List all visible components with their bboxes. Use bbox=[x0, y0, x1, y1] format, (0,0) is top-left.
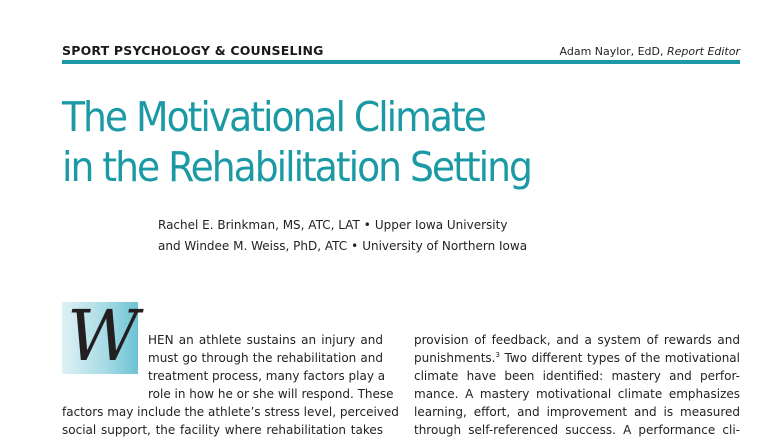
editor-role: Report Editor bbox=[666, 45, 740, 58]
author-affiliation: Upper Iowa University bbox=[374, 218, 508, 232]
article-title bbox=[62, 92, 531, 192]
title-line-2: in the Rehabilitation Setting bbox=[62, 143, 531, 191]
editor-name: Adam Naylor, EdD, bbox=[559, 45, 664, 58]
text-line: role in how he or she will respond. These bbox=[148, 387, 394, 401]
text-line: must go through the rehabilitation and bbox=[148, 351, 383, 365]
report-editor bbox=[560, 45, 740, 58]
bullet-icon: • bbox=[363, 218, 371, 232]
author-name: and Windee M. Weiss, PhD, ATC bbox=[158, 239, 348, 253]
text-line: climate have been identified: mastery and perfor- bbox=[414, 369, 740, 383]
author-name: Rachel E. Brinkman, MS, ATC, LAT bbox=[158, 218, 360, 232]
drop-cap-box bbox=[62, 295, 139, 377]
drop-cap-letter: W bbox=[67, 295, 139, 377]
text-line: HEN an athlete sustains an injury and bbox=[148, 333, 383, 347]
bullet-icon: • bbox=[351, 239, 359, 253]
text-line: provision of feedback, and a system of rewards and bbox=[414, 333, 740, 347]
author-line-2 bbox=[158, 236, 527, 257]
text-fragment: punishments. bbox=[414, 351, 496, 365]
section-header: SPORT PSYCHOLOGY & COUNSELING bbox=[62, 43, 324, 58]
text-line: treatment process, many factors play a bbox=[148, 369, 386, 383]
author-block bbox=[158, 215, 527, 257]
author-line-1 bbox=[158, 215, 527, 236]
title-line-1: The Motivational Climate bbox=[62, 93, 485, 141]
text-fragment: Two different types of the motivational bbox=[499, 351, 740, 365]
citation-superscript: 3 bbox=[495, 351, 500, 359]
text-line bbox=[414, 349, 740, 367]
text-line: through self-referenced success. A performance cli- bbox=[414, 423, 740, 437]
author-affiliation: University of Northern Iowa bbox=[362, 239, 528, 253]
text-line: learning, effort, and improvement and is measured bbox=[414, 405, 740, 419]
text-line: social support, the facility where rehabilitation takes bbox=[62, 423, 383, 437]
text-line: mance. A mastery motivational climate emphasizes bbox=[414, 387, 740, 401]
header-rule bbox=[62, 60, 740, 64]
text-line: factors may include the athlete’s stress level, perceived bbox=[62, 405, 399, 419]
